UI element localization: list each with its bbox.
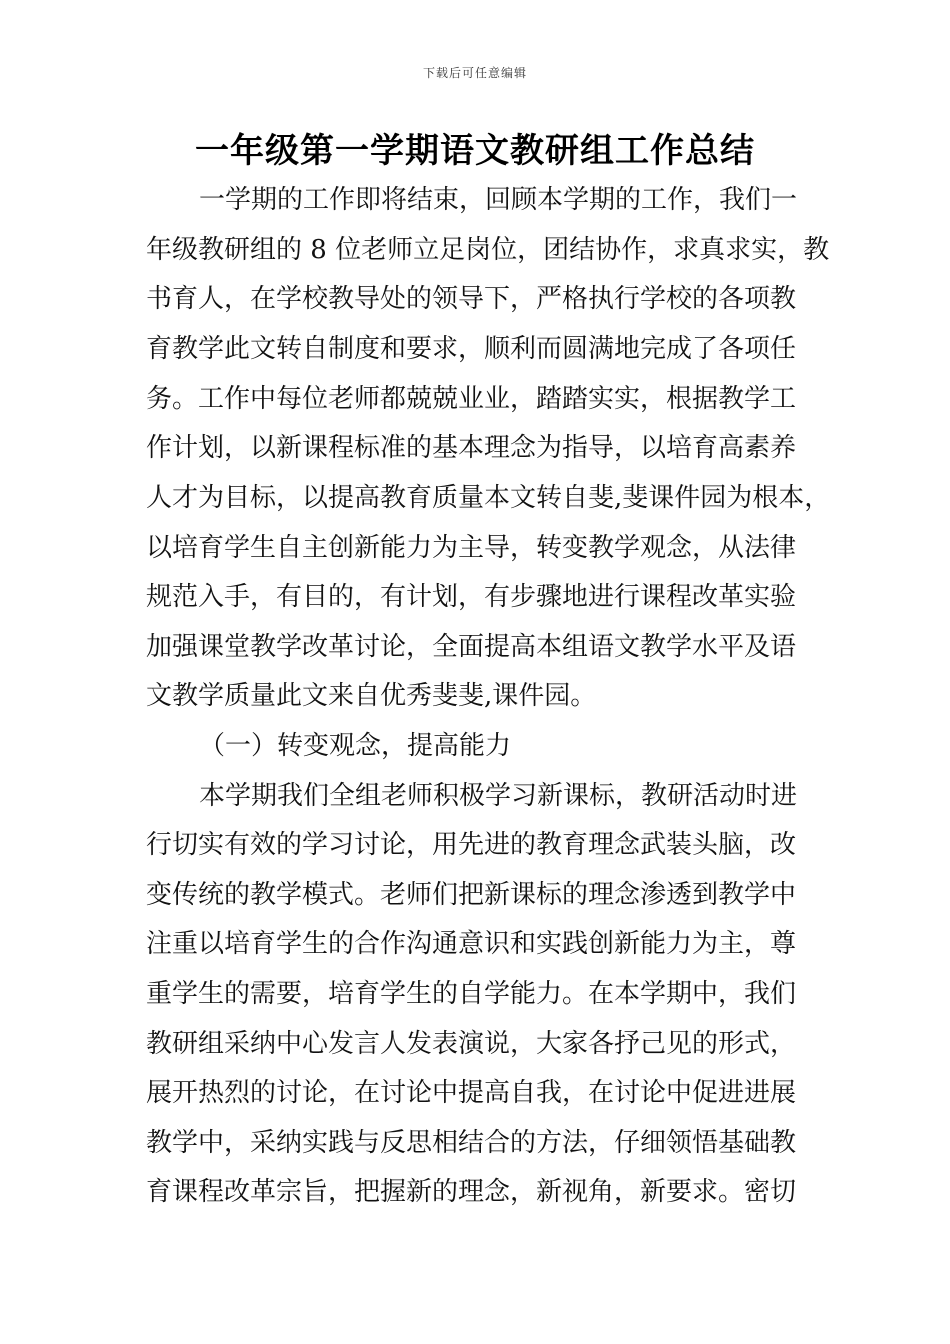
paragraph-line: 一学期的工作即将结束，回顾本学期的工作，我们一 bbox=[199, 185, 798, 215]
section-heading: （一）转变观念，提高能力 bbox=[199, 731, 512, 761]
paragraph-line: 教研组采纳中心发言人发表演说，大家各抒己见的形式， bbox=[146, 1029, 797, 1059]
paragraph-line: 规范入手，有目的，有计划，有步骤地进行课程改革实验 bbox=[146, 582, 797, 612]
paragraph-line: 育课程改革宗旨，把握新的理念，新视角，新要求。密切 bbox=[146, 1177, 797, 1207]
header-note: 下载后可任意编辑 bbox=[422, 66, 527, 80]
paragraph-line: 以培育学生自主创新能力为主导，转变教学观念，从法律 bbox=[146, 533, 797, 563]
document-title: 一年级第一学期语文教研组工作总结 bbox=[195, 131, 755, 171]
paragraph-line: 文教学质量此文来自优秀斐斐,课件园。 bbox=[146, 681, 597, 711]
paragraph-line: 注重以培育学生的合作沟通意识和实践创新能力为主，尊 bbox=[146, 929, 797, 959]
paragraph-line: 展开热烈的讨论，在讨论中提高自我，在讨论中促进进展 bbox=[146, 1078, 797, 1108]
paragraph-line: 书育人，在学校教导处的领导下，严格执行学校的各项教 bbox=[146, 284, 797, 314]
paragraph-line: 重学生的需要，培育学生的自学能力。在本学期中，我们 bbox=[146, 979, 797, 1009]
paragraph-line: 育教学此文转自制度和要求，顺利而圆满地完成了各项任 bbox=[146, 334, 797, 364]
paragraph-line: 务。工作中每位老师都兢兢业业，踏踏实实，根据教学工 bbox=[146, 384, 797, 414]
paragraph-line: 作计划，以新课程标准的基本理念为指导，以培育高素养 bbox=[146, 433, 797, 463]
paragraph-line: 人才为目标，以提高教育质量本文转自斐,斐课件园为根本， bbox=[146, 483, 831, 513]
paragraph-line: 本学期我们全组老师积极学习新课标，教研活动时进 bbox=[199, 781, 798, 811]
paragraph-line: 教学中，采纳实践与反思相结合的方法，仔细领悟基础教 bbox=[146, 1128, 797, 1158]
paragraph-line: 年级教研组的 8 位老师立足岗位，团结协作，求真求实，教 bbox=[146, 235, 830, 265]
paragraph-line: 加强课堂教学改革讨论，全面提高本组语文教学水平及语 bbox=[146, 632, 797, 662]
paragraph-line: 行切实有效的学习讨论，用先进的教育理念武装头脑，改 bbox=[146, 830, 797, 860]
paragraph-line: 变传统的教学模式。老师们把新课标的理念渗透到教学中 bbox=[146, 880, 797, 910]
